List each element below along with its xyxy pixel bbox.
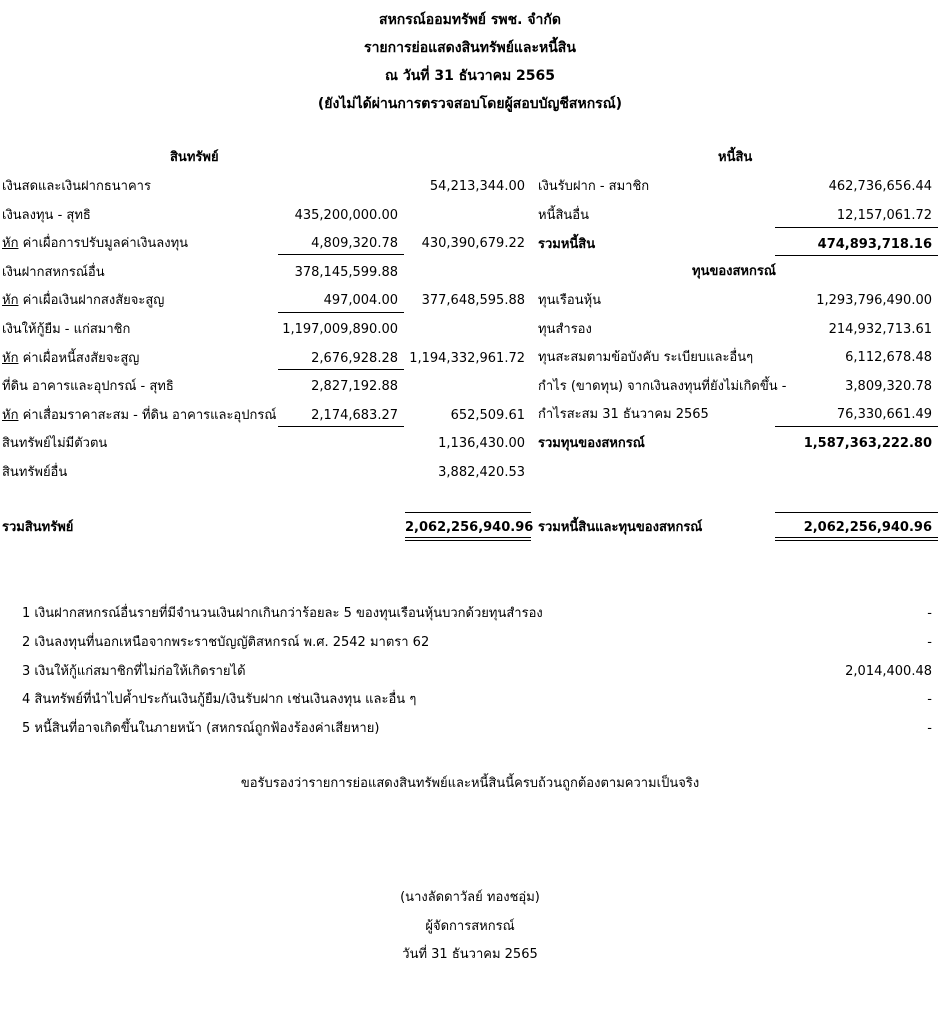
note-text: 2 เงินลงทุนที่นอกเหนือจากพระราชบัญญัติสหกรณ์ พ.ศ. 2542 มาตรา 62 (22, 635, 430, 650)
asset-row-label (2, 465, 67, 481)
asset-row-label (2, 179, 151, 195)
report-title: รายการย่อแสดงสินทรัพย์และหนี้สิน (364, 40, 576, 56)
note-value: 2,014,400.48 (845, 664, 932, 679)
note-text: 3 เงินให้กู้แก่สมาชิกที่ไม่ก่อให้เกิดรายได้ (22, 664, 246, 679)
liability-value: 462,736,656.44 (828, 179, 932, 194)
rule (775, 255, 938, 256)
asset-total-amount: 1,136,430.00 (438, 436, 525, 451)
total-equity-label: รวมทุนของสหกรณ์ (538, 436, 645, 451)
asset-label-text: เงินฝากสหกรณ์อื่น (2, 265, 105, 280)
note-value: - (927, 606, 932, 621)
total-assets-value: 2,062,256,940.96 (405, 520, 534, 535)
equity-row-label: กำไร (ขาดทุน) จากเงินลงทุนที่ยังไม่เกิดขึ้น - (538, 379, 787, 394)
equity-row-value: 3,809,320.78 (845, 379, 932, 394)
signer-position: ผู้จัดการสหกรณ์ (425, 919, 515, 934)
asset-row-label (2, 322, 130, 338)
deduct-marker: หัก (2, 408, 19, 423)
rule (278, 426, 404, 427)
certification-text: ขอรับรองว่ารายการย่อแสดงสินทรัพย์และหนี้สินนี้ครบถ้วนถูกต้องตามความเป็นจริง (240, 776, 700, 791)
audit-note: (ยังไม่ได้ผ่านการตรวจสอบโดยผู้สอบบัญชีสหกรณ์) (317, 96, 623, 112)
note-value: - (927, 692, 932, 707)
equity-heading: ทุนของสหกรณ์ (692, 264, 776, 279)
equity-row-label: ทุนเรือนหุ้น (538, 293, 602, 308)
asset-total-amount: 652,509.61 (450, 408, 525, 423)
grand-total-label: รวมหนี้สินและทุนของสหกรณ์ (538, 520, 703, 535)
grand-total-value: 2,062,256,940.96 (803, 520, 932, 535)
asset-label-text: เงินลงทุน - สุทธิ (2, 208, 91, 223)
equity-row-value: 76,330,661.49 (836, 407, 932, 422)
equity-row-value: 1,293,796,490.00 (816, 293, 932, 308)
rule (278, 369, 404, 370)
asset-label-text: เงินสดและเงินฝากธนาคาร (2, 179, 151, 194)
liability-label: หนี้สินอื่น (538, 208, 589, 223)
asset-sub-amount: 378,145,599.88 (294, 265, 398, 280)
note-text: 1 เงินฝากสหกรณ์อื่นรายที่มีจำนวนเงินฝากเกินกว่าร้อยละ 5 ของทุนเรือนหุ้นบวกด้วยทุนสำรอง (22, 606, 543, 621)
rule (775, 426, 938, 427)
asset-sub-amount: 1,197,009,890.00 (282, 322, 398, 337)
liabilities-heading: หนี้สิน (718, 150, 753, 165)
asset-total-amount: 377,648,595.88 (421, 293, 525, 308)
total-equity-value: 1,587,363,222.80 (803, 436, 932, 451)
asset-label-text: ที่ดิน อาคารและอุปกรณ์ - สุทธิ (2, 379, 174, 394)
equity-row-value: 214,932,713.61 (828, 322, 932, 337)
asset-sub-amount: 435,200,000.00 (294, 208, 398, 223)
total-liabilities-label: รวมหนี้สิน (538, 237, 596, 252)
assets-heading: สินทรัพย์ (170, 150, 219, 165)
asset-row-label (2, 208, 91, 224)
asset-label-text: ค่าเผื่อหนี้สงสัยจะสูญ (18, 351, 140, 366)
double-rule (775, 537, 938, 541)
double-rule (405, 537, 531, 541)
equity-row-label: ทุนสำรอง (538, 322, 592, 337)
note-text: 5 หนี้สินที่อาจเกิดขึ้นในภายหน้า (สหกรณ์ถูกฟ้องร้องค่าเสียหาย) (22, 721, 380, 736)
rule (278, 254, 404, 255)
asset-sub-amount: 497,004.00 (323, 293, 398, 308)
asset-row-label (2, 293, 164, 309)
total-liabilities-value: 474,893,718.16 (817, 237, 932, 252)
asset-total-amount: 54,213,344.00 (429, 179, 525, 194)
asset-label-text: สินทรัพย์ไม่มีตัวตน (2, 436, 108, 451)
asset-label-text: เงินให้กู้ยืม - แก่สมาชิก (2, 322, 131, 337)
rule (775, 512, 938, 513)
asset-sub-amount: 2,174,683.27 (311, 408, 398, 423)
rule (775, 227, 938, 228)
note-value: - (927, 721, 932, 736)
asset-label-text: สินทรัพย์อื่น (2, 465, 68, 480)
rule (278, 312, 404, 313)
rule (405, 512, 531, 513)
deduct-marker: หัก (2, 293, 19, 308)
equity-row-label: ทุนสะสมตามข้อบังคับ ระเบียบและอื่นๆ (538, 350, 754, 365)
asset-row-label (2, 379, 174, 395)
asset-row-label (2, 436, 107, 452)
total-assets-label: รวมสินทรัพย์ (2, 520, 74, 535)
asset-row-label (2, 265, 105, 281)
asset-total-amount: 1,194,332,961.72 (409, 351, 525, 366)
liability-label: เงินรับฝาก - สมาชิก (538, 179, 650, 194)
signer-name: (นางลัดดาวัลย์ ทองชอุ่ม) (400, 890, 540, 905)
asset-sub-amount: 4,809,320.78 (311, 236, 398, 251)
asset-label-text: ค่าเผื่อเงินฝากสงสัยจะสูญ (18, 293, 165, 308)
asset-label-text: ค่าเผื่อการปรับมูลค่าเงินลงทุน (18, 236, 189, 251)
note-value: - (927, 635, 932, 650)
asset-total-amount: 430,390,679.22 (421, 236, 525, 251)
deduct-marker: หัก (2, 236, 19, 251)
signature-date: วันที่ 31 ธันวาคม 2565 (402, 947, 538, 962)
equity-row-label: กำไรสะสม 31 ธันวาคม 2565 (538, 407, 709, 422)
note-text: 4 สินทรัพย์ที่นำไปค้ำประกันเงินกู้ยืม/เงินรับฝาก เช่นเงินลงทุน และอื่น ๆ (22, 692, 417, 707)
asset-label-text: ค่าเสื่อมราคาสะสม - ที่ดิน อาคารและอุปกรณ์ (18, 408, 277, 423)
org-name: สหกรณ์ออมทรัพย์ รพช. จำกัด (379, 12, 561, 28)
asset-sub-amount: 2,827,192.88 (311, 379, 398, 394)
asset-sub-amount: 2,676,928.28 (311, 351, 398, 366)
asset-row-label (2, 236, 188, 252)
asset-row-label (2, 408, 276, 424)
report-date: ณ วันที่ 31 ธันวาคม 2565 (384, 68, 556, 84)
deduct-marker: หัก (2, 351, 19, 366)
asset-total-amount: 3,882,420.53 (438, 465, 525, 480)
asset-row-label (2, 351, 139, 367)
liability-value: 12,157,061.72 (836, 208, 932, 223)
equity-row-value: 6,112,678.48 (845, 350, 932, 365)
